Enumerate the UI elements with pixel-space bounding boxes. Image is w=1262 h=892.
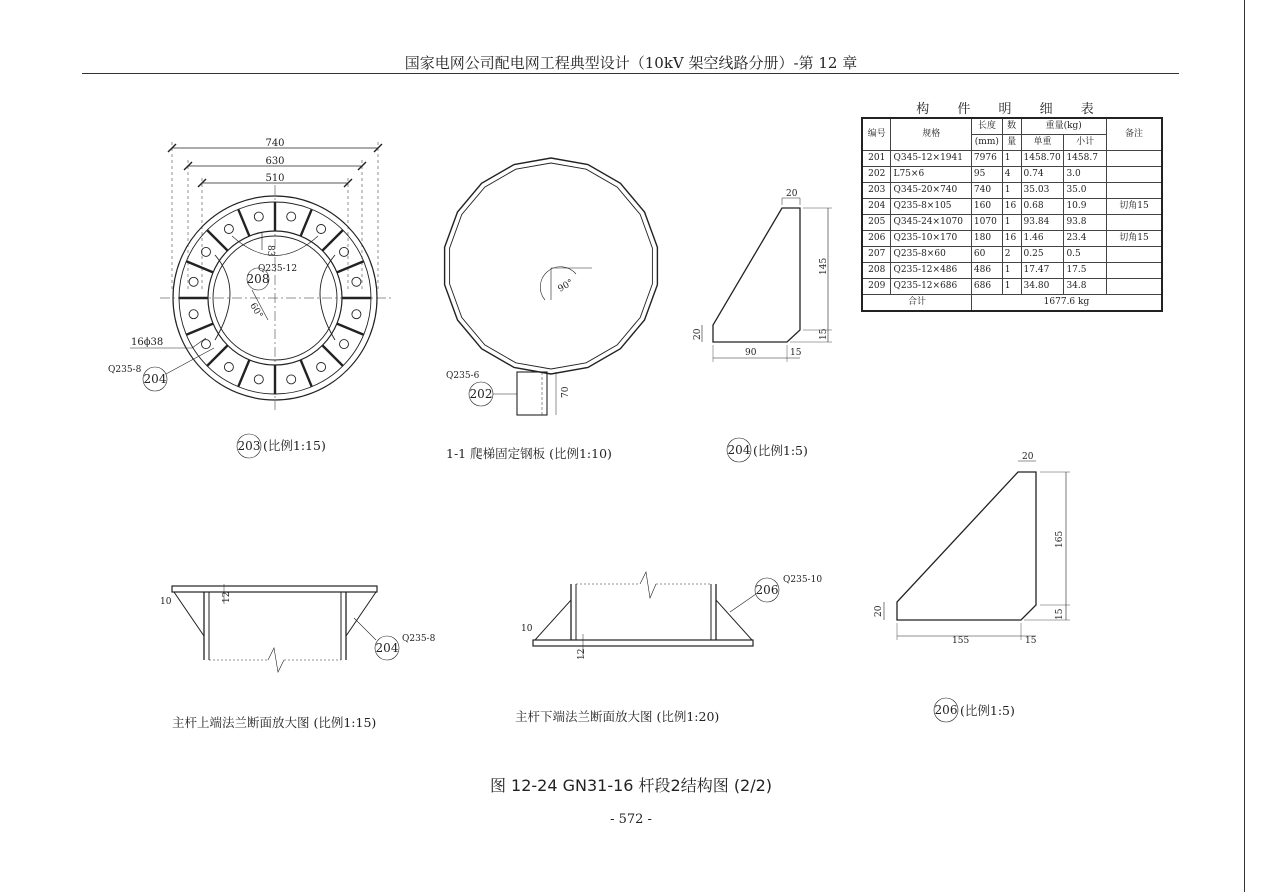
flange-plan-view	[108, 138, 392, 458]
cell-length: 740	[971, 183, 1002, 199]
cell-qty: 1	[1002, 263, 1021, 279]
rib	[186, 324, 213, 335]
cell-qty: 16	[1002, 231, 1021, 247]
bolt-hole	[317, 363, 326, 372]
ladder-angle: 90°	[556, 277, 576, 295]
p204-dim-bottom: 90	[745, 348, 757, 358]
cell-unit: 0.25	[1021, 247, 1064, 263]
cell-spec: Q345-20×740	[891, 183, 971, 199]
th-qty2: 量	[1002, 135, 1021, 151]
page-number: - 572 -	[610, 812, 652, 827]
bolt-hole	[224, 224, 233, 233]
bolt-hole	[254, 212, 263, 221]
p204-dim-h: 145	[819, 257, 829, 275]
ladder-plate-view	[445, 158, 658, 461]
cell-no: 205	[862, 215, 891, 231]
upper-caption: 主杆上端法兰断面放大图 (比例1:15)	[172, 715, 377, 730]
cell-no: 207	[862, 247, 891, 263]
cell-qty: 1	[1002, 183, 1021, 199]
cell-length: 686	[971, 279, 1002, 295]
lower-flange-section	[515, 572, 822, 724]
th-unit-weight: 单重	[1021, 135, 1064, 151]
cell-spec: Q235-12×486	[891, 263, 971, 279]
th-weight: 重量(kg)	[1021, 118, 1106, 135]
p206-dim-top: 20	[1022, 452, 1034, 462]
th-remark: 备注	[1106, 118, 1162, 151]
cell-qty: 4	[1002, 167, 1021, 183]
cell-qty: 1	[1002, 279, 1021, 295]
th-length-unit: (mm)	[971, 135, 1002, 151]
hole-count: 16	[131, 337, 144, 348]
lower-label: Q235-10	[783, 575, 823, 585]
rib	[301, 360, 312, 387]
cell-spec: L75×6	[891, 167, 971, 183]
cell-qty: 16	[1002, 199, 1021, 215]
cell-unit: 93.84	[1021, 215, 1064, 231]
bubble-208: 208	[246, 272, 270, 286]
cell-no: 203	[862, 183, 891, 199]
th-spec: 规格	[891, 118, 971, 151]
figure-caption: 图 12-24 GN31-16 杆段2结构图 (2/2)	[489, 776, 773, 795]
rib	[322, 230, 343, 251]
bolt-hole	[201, 247, 210, 256]
cell-spec: Q235-8×60	[891, 247, 971, 263]
bolt-hole	[287, 375, 296, 384]
cell-remark: 切角15	[1106, 231, 1162, 247]
rib	[301, 209, 312, 236]
cell-sub: 35.0	[1064, 183, 1106, 199]
th-length: 长度	[971, 118, 1002, 135]
cell-sub: 34.8	[1064, 279, 1106, 295]
bolt-hole	[189, 310, 198, 319]
cell-spec: Q235-10×170	[891, 231, 971, 247]
cell-sub: 93.8	[1064, 215, 1106, 231]
cell-sub: 0.5	[1064, 247, 1106, 263]
label-q235-6: Q235-6	[446, 371, 480, 381]
lower-dim-10: 10	[521, 624, 533, 634]
rib	[207, 230, 228, 251]
cell-unit: 0.68	[1021, 199, 1064, 215]
rib	[238, 360, 249, 387]
bolt-hole	[317, 224, 326, 233]
cell-no: 202	[862, 167, 891, 183]
cell-no: 206	[862, 231, 891, 247]
cell-length: 486	[971, 263, 1002, 279]
p206-dim-bottom2: 15	[1025, 636, 1037, 646]
upper-label: Q235-8	[402, 634, 436, 644]
label-q235-12: Q235-12	[258, 264, 298, 274]
upper-flange-section	[160, 584, 436, 730]
upper-dim-12: 12	[222, 591, 232, 603]
cell-spec: Q345-12×1941	[891, 151, 971, 167]
p204-caption: (比例1:5)	[753, 443, 808, 458]
p206-dim-h: 165	[1055, 530, 1065, 548]
cell-spec: Q235-12×686	[891, 279, 971, 295]
cell-spec: Q235-8×105	[891, 199, 971, 215]
p204-dim-left: 20	[693, 328, 703, 340]
cell-length: 1070	[971, 215, 1002, 231]
p204-dim-right: 15	[819, 328, 829, 340]
cell-length: 180	[971, 231, 1002, 247]
bolt-hole	[224, 363, 233, 372]
dim-70: 70	[561, 386, 571, 398]
cell-unit: 1458.70	[1021, 151, 1064, 167]
bubble-204: 204	[143, 372, 167, 386]
p204-dim-bottom2: 15	[790, 348, 802, 358]
th-subtotal: 小计	[1064, 135, 1106, 151]
cell-length: 60	[971, 247, 1002, 263]
cell-qty: 2	[1002, 247, 1021, 263]
cell-unit: 17.47	[1021, 263, 1064, 279]
bolt-hole	[254, 375, 263, 384]
p204-dim-top: 20	[786, 189, 798, 199]
p206-dim-right: 15	[1055, 608, 1065, 620]
upper-bubble-204: 204	[375, 641, 399, 655]
rib	[337, 324, 364, 335]
bubble-202: 202	[469, 387, 493, 401]
th-no: 编号	[862, 118, 891, 151]
bolt-hole	[340, 247, 349, 256]
cell-sub: 10.9	[1064, 199, 1106, 215]
cell-unit: 34.80	[1021, 279, 1064, 295]
flange-caption: (比例1:15)	[263, 438, 326, 453]
p206-dim-left: 20	[874, 605, 884, 617]
bolt-hole	[201, 340, 210, 349]
cell-sub: 23.4	[1064, 231, 1106, 247]
part-204-view	[693, 189, 832, 462]
bolt-hole	[340, 340, 349, 349]
total-value: 1677.6 kg	[971, 295, 1162, 312]
part-206-view	[874, 452, 1070, 722]
cell-sub: 1458.7	[1064, 151, 1106, 167]
ladder-caption: 1-1 爬梯固定钢板 (比例1:10)	[446, 446, 612, 461]
cell-remark: 切角15	[1106, 199, 1162, 215]
p206-caption: (比例1:5)	[960, 703, 1015, 718]
upper-dim-10: 10	[160, 597, 172, 607]
dim-83: 83	[265, 245, 275, 257]
cell-sub: 3.0	[1064, 167, 1106, 183]
th-qty: 数	[1002, 118, 1021, 135]
caption-bubble-203: 203	[237, 439, 261, 453]
p206-dim-bottom: 155	[952, 636, 970, 646]
bolt-hole	[287, 212, 296, 221]
caption-bubble-206: 206	[934, 703, 958, 717]
dim-510: 510	[265, 173, 285, 184]
cell-qty: 1	[1002, 151, 1021, 167]
rib	[207, 345, 228, 366]
cell-qty: 1	[1002, 215, 1021, 231]
rib	[322, 345, 343, 366]
hole-diameter: ϕ38	[143, 337, 164, 348]
angle-60: 60°	[247, 301, 265, 321]
cell-no: 204	[862, 199, 891, 215]
page-header: 国家电网公司配电网工程典型设计（10kV 架空线路分册）-第 12 章	[404, 54, 858, 72]
cell-unit: 1.46	[1021, 231, 1064, 247]
bolt-hole	[189, 277, 198, 286]
cell-unit: 0.74	[1021, 167, 1064, 183]
rib	[337, 261, 364, 272]
label-q235-8: Q235-8	[108, 365, 142, 375]
dim-630: 630	[265, 156, 285, 167]
table-title: 构 件 明 细 表	[916, 102, 1106, 117]
bolt-hole	[352, 310, 361, 319]
rib	[186, 261, 213, 272]
caption-bubble-204: 204	[727, 443, 751, 457]
cell-length: 95	[971, 167, 1002, 183]
cell-unit: 35.03	[1021, 183, 1064, 199]
dim-740: 740	[265, 138, 285, 149]
cell-length: 7976	[971, 151, 1002, 167]
rib	[238, 209, 249, 236]
lower-dim-12: 12	[577, 648, 587, 660]
lower-caption: 主杆下端法兰断面放大图 (比例1:20)	[515, 709, 720, 724]
total-label: 合计	[862, 295, 971, 312]
bolt-hole	[352, 277, 361, 286]
cell-spec: Q345-24×1070	[891, 215, 971, 231]
lower-bubble-206: 206	[755, 583, 779, 597]
cell-no: 208	[862, 263, 891, 279]
cell-no: 201	[862, 151, 891, 167]
cell-no: 209	[862, 279, 891, 295]
hole-note	[131, 337, 163, 348]
cell-length: 160	[971, 199, 1002, 215]
cell-sub: 17.5	[1064, 263, 1106, 279]
